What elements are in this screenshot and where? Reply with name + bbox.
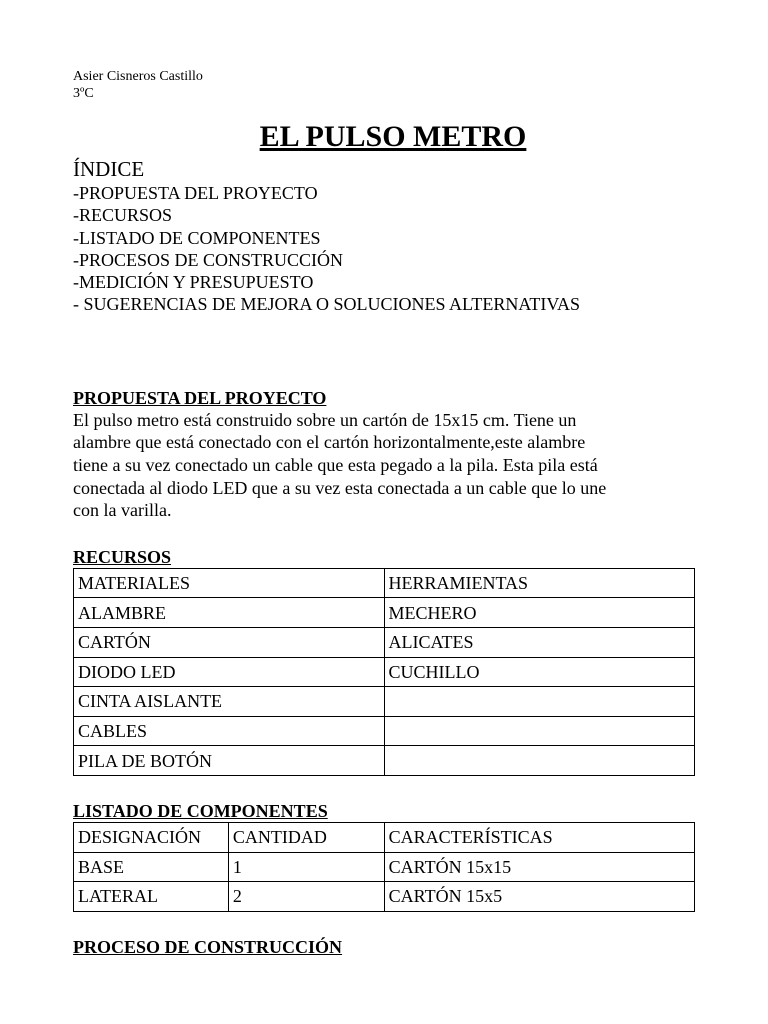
table-row — [74, 822, 695, 852]
table-cell: CARTÓN 15x15 — [384, 852, 694, 882]
table-cell: ALAMBRE — [74, 598, 385, 628]
proposal-paragraph — [73, 409, 713, 522]
table-row — [74, 882, 695, 912]
components-heading: LISTADO DE COMPONENTES — [73, 800, 328, 821]
resources-table — [73, 568, 695, 776]
table-cell — [384, 716, 695, 746]
proposal-line: alambre que está conectado con el cartón horizontalmente,este alambre — [73, 432, 586, 453]
table-row — [74, 687, 695, 717]
table-cell: LATERAL — [74, 882, 229, 912]
table-cell: CANTIDAD — [228, 822, 384, 852]
table-cell: DIODO LED — [74, 657, 385, 687]
index-list — [73, 182, 713, 316]
index-item: -PROCESOS DE CONSTRUCCIÓN — [73, 249, 344, 270]
resources-heading: RECURSOS — [73, 546, 172, 567]
proposal-line: con la varilla. — [73, 500, 172, 521]
proposal-line: El pulso metro está construido sobre un cartón de 15x15 cm. Tiene un — [73, 409, 577, 430]
author-name: Asier Cisneros Castillo — [73, 69, 203, 84]
proposal-line: tiene a su vez conectado un cable que esta pegado a la pila. Esta pila está — [73, 454, 598, 475]
table-cell: ALICATES — [384, 627, 695, 657]
table-row — [74, 657, 695, 687]
table-cell — [384, 746, 695, 776]
table-cell: MECHERO — [384, 598, 695, 628]
components-table — [73, 822, 695, 912]
table-row — [74, 746, 695, 776]
table-row — [74, 627, 695, 657]
document-title: EL PULSO METRO — [259, 120, 527, 153]
table-cell: 2 — [228, 882, 384, 912]
table-row — [74, 568, 695, 598]
table-cell: CARTÓN — [74, 627, 385, 657]
table-cell — [384, 687, 695, 717]
index-item: - SUGERENCIAS DE MEJORA O SOLUCIONES ALTERNATIVAS — [73, 294, 581, 315]
index-item: -MEDICIÓN Y PRESUPUESTO — [73, 272, 314, 293]
construction-heading: PROCESO DE CONSTRUCCIÓN — [73, 936, 343, 957]
proposal-line: conectada al diodo LED que a su vez esta conectada a un cable que lo une — [73, 477, 607, 498]
table-cell: PILA DE BOTÓN — [74, 746, 385, 776]
table-cell: CINTA AISLANTE — [74, 687, 385, 717]
author-group: 3ºC — [73, 86, 94, 101]
table-cell: MATERIALES — [74, 568, 385, 598]
index-heading: ÍNDICE — [73, 157, 145, 181]
index-item: -LISTADO DE COMPONENTES — [73, 227, 321, 248]
table-row — [74, 598, 695, 628]
table-cell: CARACTERÍSTICAS — [384, 822, 694, 852]
table-cell: DESIGNACIÓN — [74, 822, 229, 852]
table-row — [74, 852, 695, 882]
index-item: -RECURSOS — [73, 205, 173, 226]
table-cell: 1 — [228, 852, 384, 882]
table-cell: CARTÓN 15x5 — [384, 882, 694, 912]
index-item: -PROPUESTA DEL PROYECTO — [73, 183, 318, 203]
table-cell: CABLES — [74, 716, 385, 746]
proposal-heading: PROPUESTA DEL PROYECTO — [73, 387, 327, 408]
table-cell: CUCHILLO — [384, 657, 695, 687]
table-row — [74, 716, 695, 746]
table-cell: HERRAMIENTAS — [384, 568, 695, 598]
table-cell: BASE — [74, 852, 229, 882]
document-page — [73, 68, 713, 958]
